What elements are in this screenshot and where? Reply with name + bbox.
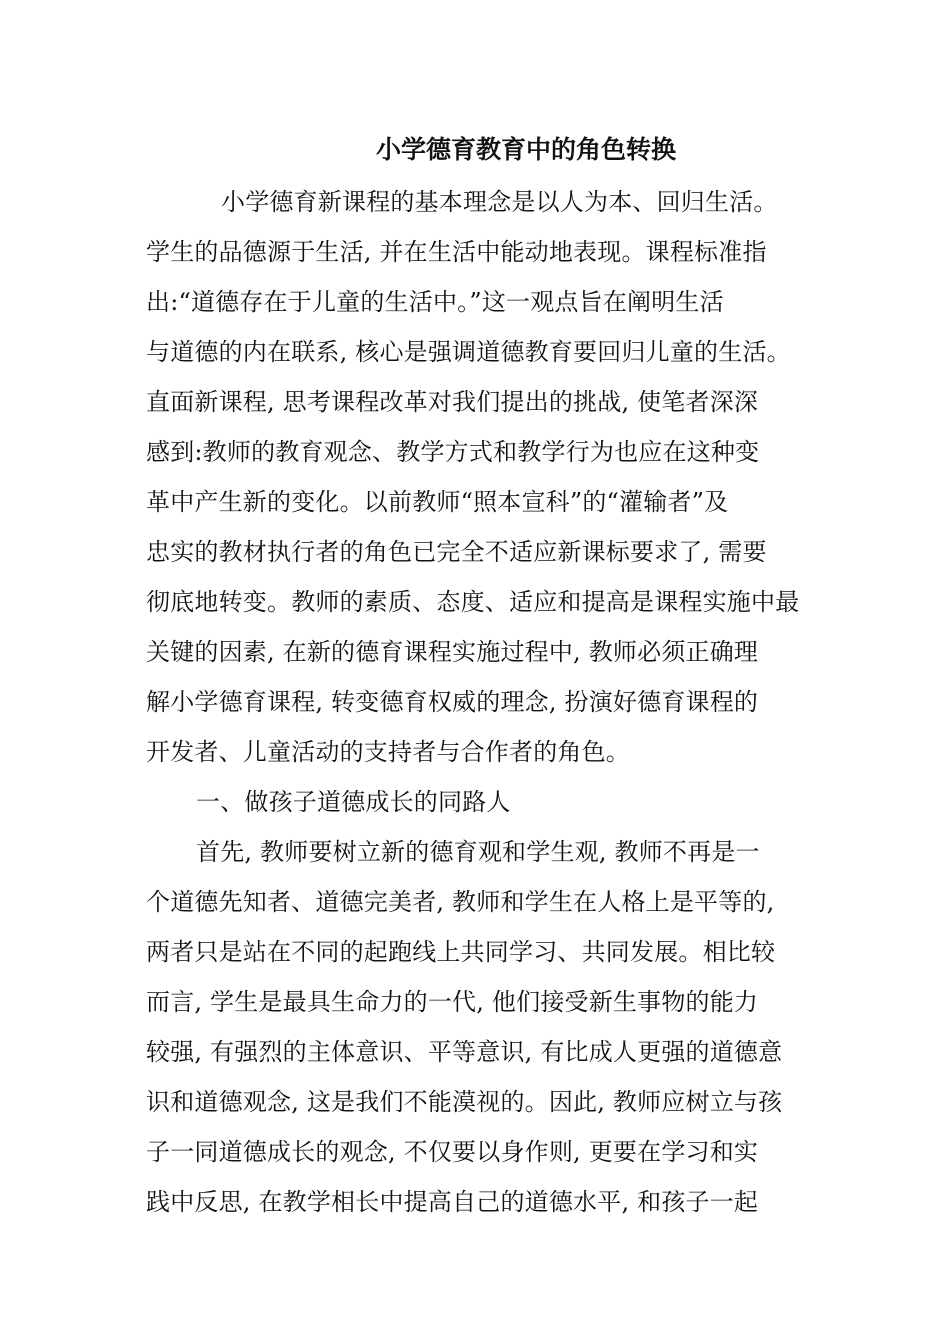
paragraph-line: 感到:教师的教育观念、教学方式和教学行为也应在这种变	[146, 438, 760, 466]
paragraph-line: 开发者、儿童活动的支持者与合作者的角色。	[146, 738, 630, 766]
paragraph-line: 识和道德观念, 这是我们不能漠视的。因此, 教师应树立与孩	[146, 1088, 783, 1116]
paragraph-line: 革中产生新的变化。以前教师“照本宣科”的“灌输者”及	[146, 488, 729, 516]
paragraph-line: 个道德先知者、道德完美者, 教师和学生在人格上是平等的,	[146, 888, 775, 916]
paragraph-line: 小学德育新课程的基本理念是以人为本、回归生活。	[221, 188, 778, 216]
paragraph-line: 首先, 教师要树立新的德育观和学生观, 教师不再是一	[196, 838, 760, 866]
paragraph-line: 直面新课程, 思考课程改革对我们提出的挑战, 使笔者深深	[146, 388, 759, 416]
paragraph-line: 忠实的教材执行者的角色已完全不适应新课标要求了, 需要	[146, 538, 767, 566]
section-heading: 一、做孩子道德成长的同路人	[196, 788, 511, 816]
paragraph-line: 而言, 学生是最具生命力的一代, 他们接受新生事物的能力	[146, 988, 759, 1016]
paragraph-line: 出:“道德存在于儿童的生活中。”这一观点旨在阐明生活	[146, 288, 724, 316]
paragraph-line: 关键的因素, 在新的德育课程实施过程中, 教师必须正确理	[146, 638, 759, 666]
paragraph-line: 践中反思, 在教学相长中提高自己的道德水平, 和孩子一起	[146, 1188, 759, 1216]
paragraph-line: 学生的品德源于生活, 并在生活中能动地表现。课程标准指	[146, 238, 767, 266]
paragraph-line: 解小学德育课程, 转变德育权威的理念, 扮演好德育课程的	[146, 688, 759, 716]
paragraph-line: 两者只是站在不同的起跑线上共同学习、共同发展。相比较	[146, 938, 776, 966]
paragraph-line: 较强, 有强烈的主体意识、平等意识, 有比成人更强的道德意	[146, 1038, 783, 1066]
paragraph-line: 与道德的内在联系, 核心是强调道德教育要回归儿童的生活。	[146, 338, 791, 366]
document-body	[146, 177, 808, 1227]
document-title: 小学德育教育中的角色转换	[376, 135, 677, 164]
paragraph-line: 彻底地转变。教师的素质、态度、适应和提高是课程实施中最	[146, 588, 800, 616]
paragraph-line: 子一同道德成长的观念, 不仅要以身作则, 更要在学习和实	[146, 1138, 759, 1166]
